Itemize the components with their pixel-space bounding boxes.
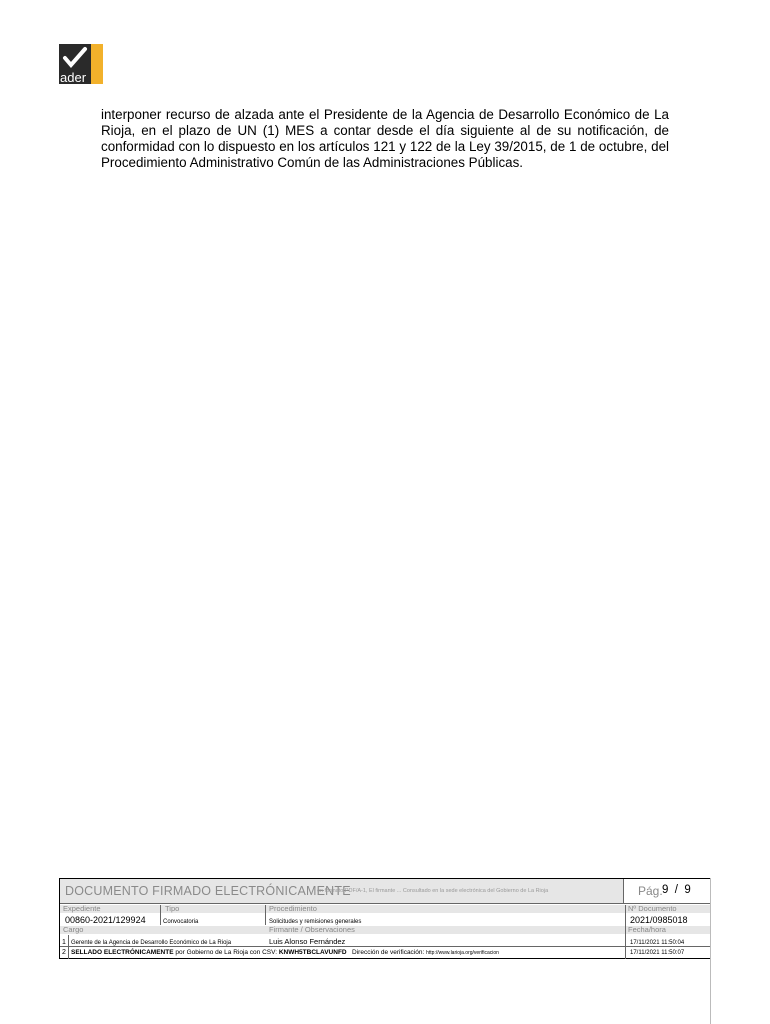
expediente-header: Expediente — [63, 904, 101, 913]
checkmark-logo-icon — [59, 44, 103, 84]
tipo-header: Tipo — [165, 904, 180, 913]
row1-number: 1 — [62, 939, 66, 946]
firmante-header: Firmante / Observaciones — [269, 925, 355, 934]
footer-title-band — [60, 879, 710, 904]
page-numbers: 9 / 9 — [662, 884, 691, 896]
margin-rule — [710, 878, 711, 1024]
header-row-1 — [60, 905, 710, 913]
row2-number: 2 — [62, 949, 66, 956]
row1-cargo: Gerente de la Agencia de Desarrollo Económico de La Rioja — [71, 940, 232, 946]
row1-fecha: 17/11/2021 11:50:04 — [630, 940, 685, 946]
tipo-value: Convocatoria — [163, 919, 199, 925]
signed-document-title: DOCUMENTO FIRMADO ELECTRÓNICAMENTE — [65, 884, 351, 898]
number-column-divider — [68, 935, 69, 959]
signed-document-subtitle: en formato PDF/A-1, El firmante ... Consultado en la sede electrónica del Gobierno de La Rioja — [317, 888, 549, 894]
header-row-2 — [60, 926, 710, 934]
n-documento-header: Nº Documento — [628, 904, 677, 913]
logo-text: ader — [60, 70, 87, 84]
fecha-hora-header: Fecha/hora — [628, 925, 666, 934]
signature-footer — [59, 878, 711, 959]
page-label: Pág. — [638, 884, 663, 898]
procedimiento-value: Solicitudes y remisiones generales — [269, 919, 362, 925]
n-documento-value: 2021/0985018 — [630, 915, 688, 925]
procedimiento-column-divider — [265, 905, 266, 925]
cargo-header: Cargo — [63, 925, 84, 934]
row-divider — [60, 946, 710, 947]
body-paragraph: interponer recurso de alzada ante el Presidente de la Agencia de Desarrollo Económico de La Rioja, en el plazo de UN (1) MES a contar desde el día siguiente al de su notificación, de conformidad con lo dispuesto en los artículos 121 y 122 de la Ley 39/2015, de 1 de octubre, del Procedimiento Administrativo Común de las Administraciones Públicas. — [101, 107, 669, 170]
row2-seal-text: SELLADO ELECTRÓNICAMENTE por Gobierno de La Rioja con CSV: KNWH5TBCLAVUNFD Dirección de verificación: http://www.larioja.org/verificacion — [71, 949, 499, 956]
ader-logo — [59, 44, 103, 84]
tipo-column-divider — [160, 905, 161, 925]
row1-firmante: Luis Alonso Fernández — [269, 937, 346, 946]
procedimiento-header: Procedimiento — [269, 904, 317, 913]
expediente-value: 00860-2021/129924 — [65, 915, 146, 925]
page-indicator — [623, 879, 710, 903]
date-column-divider — [625, 905, 626, 959]
row2-fecha: 17/11/2021 11:50:07 — [630, 950, 685, 956]
